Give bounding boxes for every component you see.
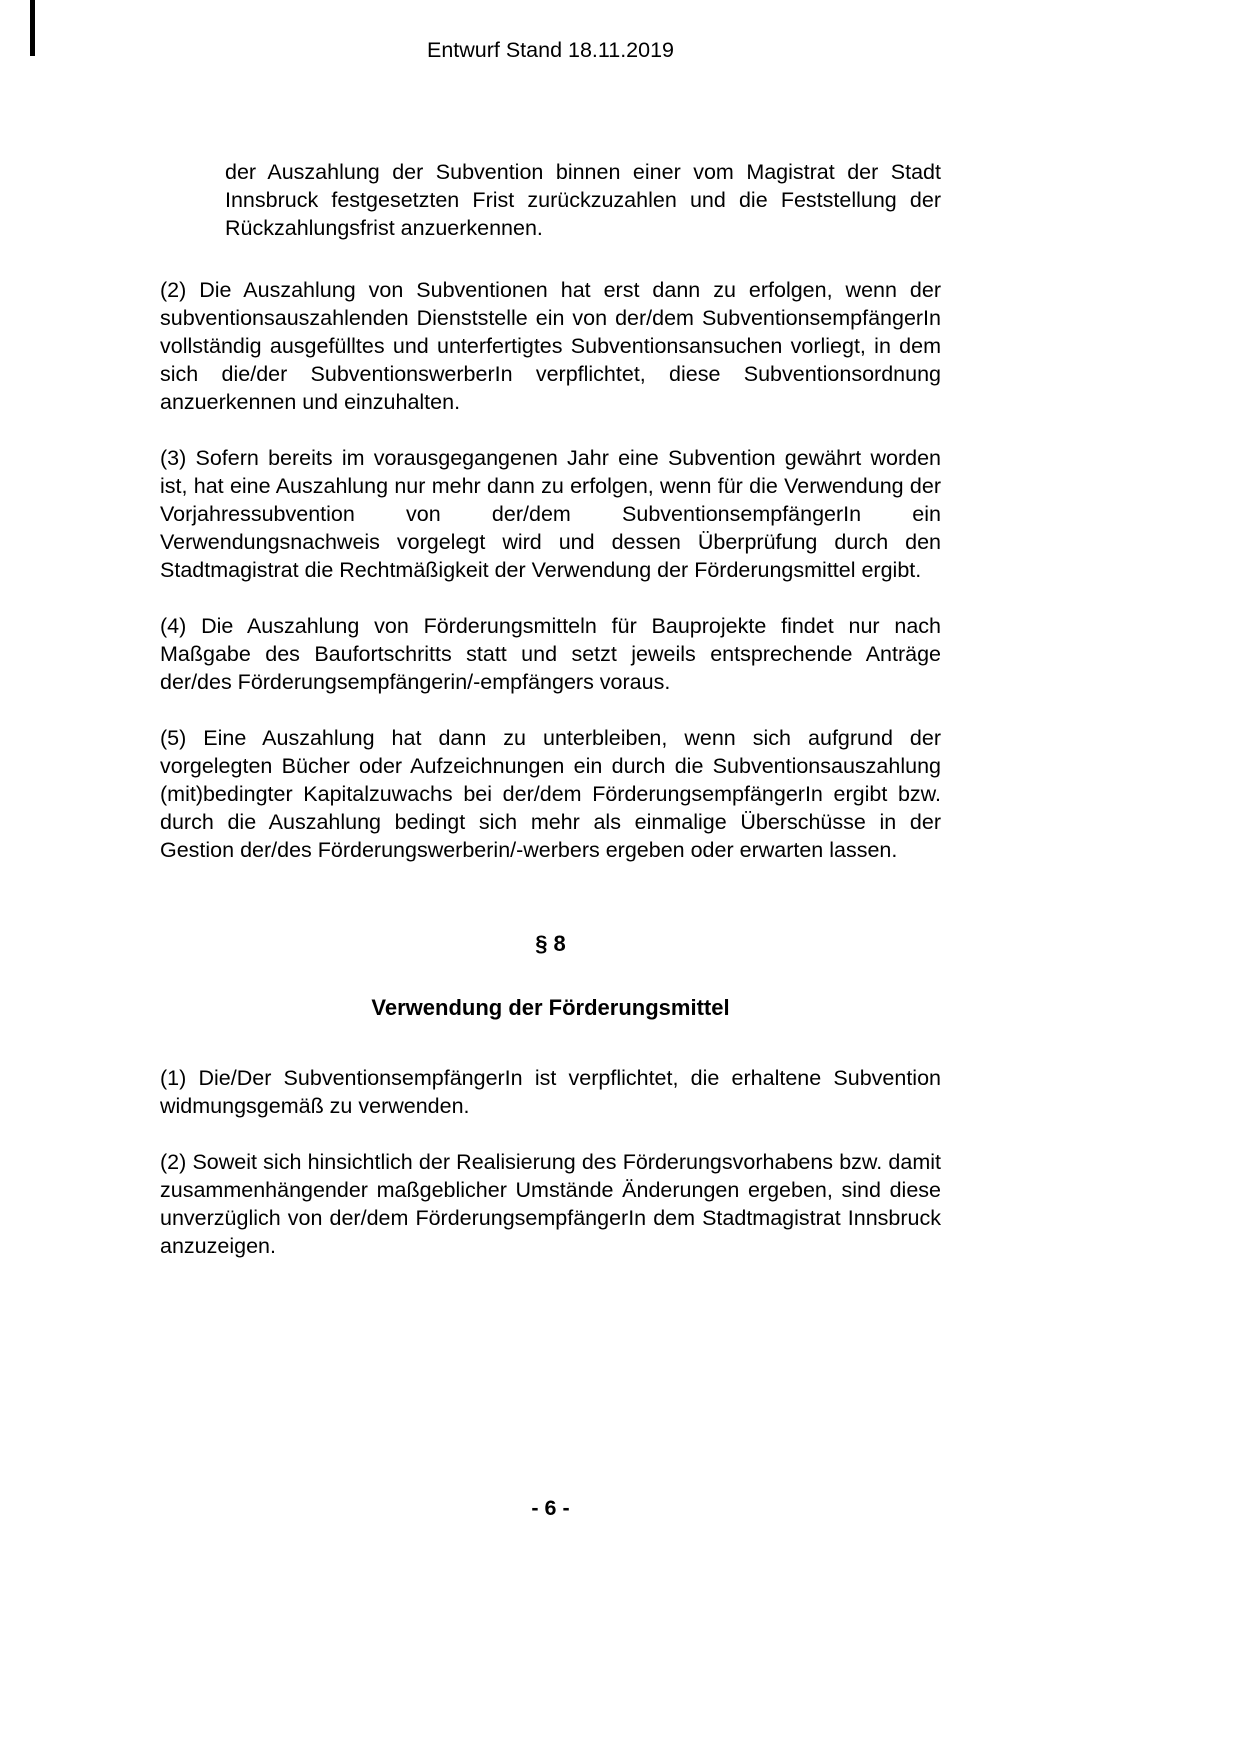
scan-artifact-mark bbox=[30, 0, 35, 56]
paragraph-2: (2) Die Auszahlung von Subventionen hat erst dann zu erfolgen, wenn der subventionsauszahlenden Dienststelle ein von der/dem SubventionsempfängerIn vollständig ausgefülltes und unterfertigtes Subventionsansuchen vorliegt, in dem sich die/der SubventionswerberIn verpflichtet, diese Subventionsordnung anzuerkennen und einzuhalten. bbox=[160, 278, 941, 414]
page-number: - 6 - bbox=[531, 1496, 570, 1520]
paragraph-5: (5) Eine Auszahlung hat dann zu unterbleiben, wenn sich aufgrund der vorgelegten Bücher oder Aufzeichnungen ein durch die Subventionsauszahlung (mit)bedingter Kapitalzuwachs bei der/dem FörderungsempfängerIn ergibt bzw. durch die Auszahlung bedingt sich mehr als einmalige Überschüsse in der Gestion der/des Förderungswerberin/-werbers ergeben oder erwarten lassen. bbox=[160, 726, 941, 862]
page-header-draft-date: Entwurf Stand 18.11.2019 bbox=[426, 38, 675, 62]
section-number: § 8 bbox=[535, 931, 566, 956]
section-paragraph-1: (1) Die/Der SubventionsempfängerIn ist verpflichtet, die erhaltene Subvention widmungsgemäß zu verwenden. bbox=[160, 1066, 941, 1118]
document-content bbox=[160, 36, 941, 1288]
section-title: Verwendung der Förderungsmittel bbox=[371, 995, 730, 1020]
paragraph-3: (3) Sofern bereits im vorausgegangenen Jahr eine Subvention gewährt worden ist, hat eine Auszahlung nur mehr dann zu erfolgen, wenn für die Verwendung der Vorjahressubvention von der/dem SubventionsempfängerIn ein Verwendungsnachweis vorgelegt wird und dessen Überprüfung durch den Stadtmagistrat die Rechtmäßigkeit der Verwendung der Förderungsmittel ergibt. bbox=[160, 446, 941, 582]
paragraph-continuation: der Auszahlung der Subvention binnen einer vom Magistrat der Stadt Innsbruck festgesetzten Frist zurückzuzahlen und die Feststellung der Rückzahlungsfrist anzuerkennen. bbox=[225, 160, 941, 240]
paragraph-4: (4) Die Auszahlung von Förderungsmitteln für Bauprojekte findet nur nach Maßgabe des Baufortschritts statt und setzt jeweils entsprechende Anträge der/des Förderungsempfängerin/-empfängers voraus. bbox=[160, 614, 941, 694]
section-paragraph-2: (2) Soweit sich hinsichtlich der Realisierung des Förderungsvorhabens bzw. damit zusammenhängender maßgeblicher Umstände Änderungen ergeben, sind diese unverzüglich von der/dem FörderungsempfängerIn dem Stadtmagistrat Innsbruck anzuzeigen. bbox=[160, 1150, 941, 1258]
